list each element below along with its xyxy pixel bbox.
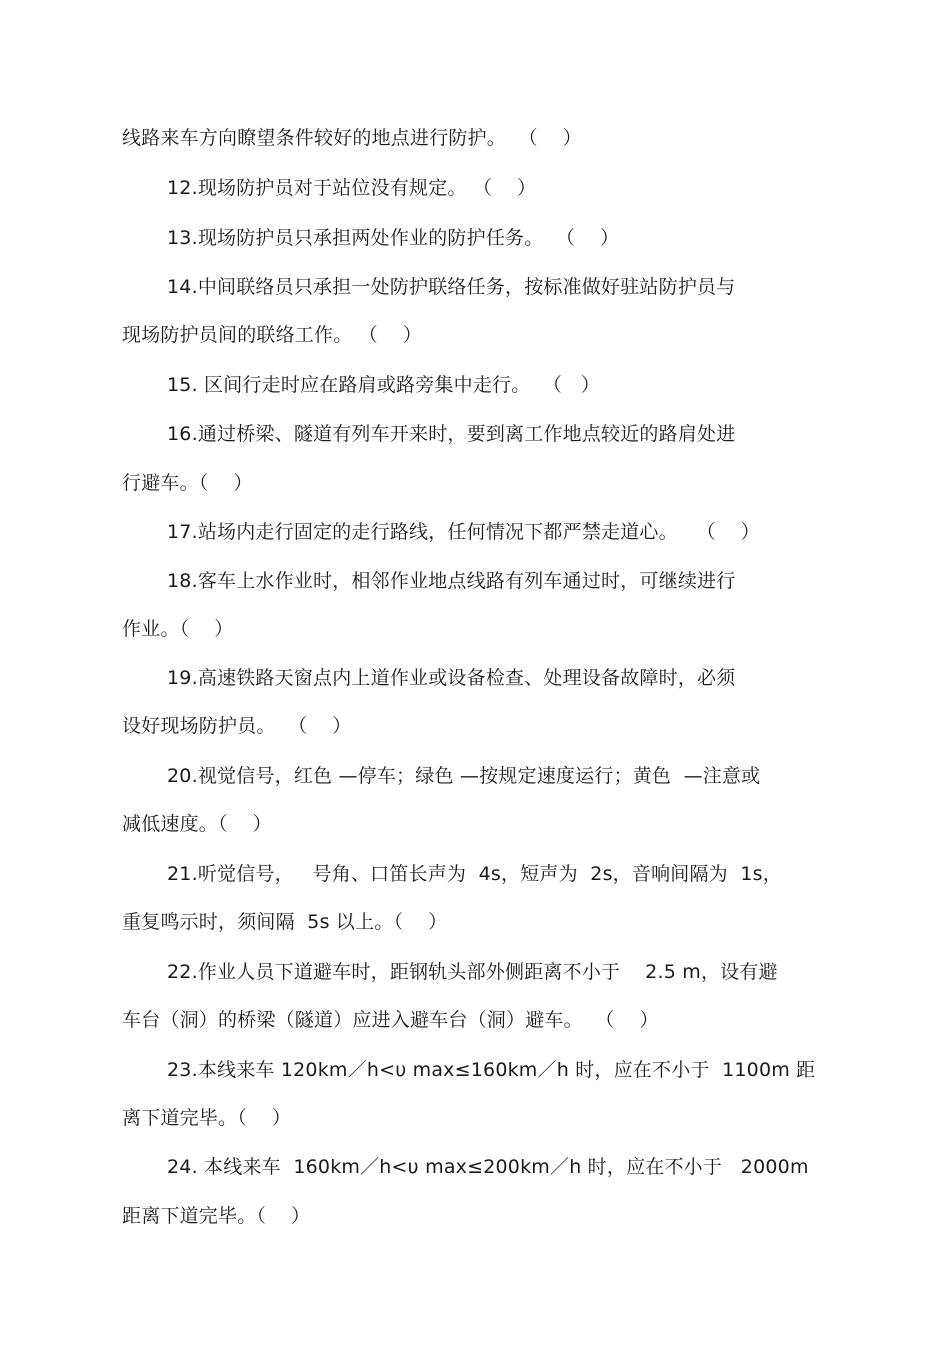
question-21-continued: 重复鸣示时，须间隔 5s 以上。（ ） [122, 911, 448, 933]
question-18-continued: 作业。（ ） [122, 618, 234, 640]
question-20: 20.视觉信号，红色 —停车；绿色 —按规定速度运行；黄色 —注意或 [167, 765, 761, 787]
text-line: 线路来车方向瞭望条件较好的地点进行防护。 （ ） [122, 127, 582, 149]
question-22-continued: 车台（洞）的桥梁（隧道）应进入避车台（洞）避车。 （ ） [122, 1009, 659, 1031]
question-12: 12.现场防护员对于站位没有规定。 （ ） [167, 177, 537, 199]
question-24-continued: 距离下道完毕。（ ） [122, 1205, 311, 1227]
question-19: 19.高速铁路天窗点内上道作业或设备检查、处理设备故障时，必须 [167, 667, 736, 689]
question-16-continued: 行避车。（ ） [122, 472, 253, 494]
question-19-continued: 设好现场防护员。 （ ） [122, 715, 352, 737]
question-16: 16.通过桥梁、隧道有列车开来时，要到离工作地点较近的路肩处进 [167, 423, 736, 445]
question-24: 24. 本线来车 160km／h<υ max≤200km／h 时，应在不小于 2000m [167, 1156, 809, 1178]
question-13: 13.现场防护员只承担两处作业的防护任务。 （ ） [167, 227, 620, 249]
question-21: 21.听觉信号， 号角、口笛长声为 4s，短声为 2s，音响间隔为 1s， [167, 863, 782, 885]
question-14-continued: 现场防护员间的联络工作。 （ ） [122, 324, 422, 346]
question-23-continued: 离下道完毕。（ ） [122, 1107, 292, 1129]
question-14: 14.中间联络员只承担一处防护联络任务，按标准做好驻站防护员与 [167, 276, 736, 298]
question-17: 17.站场内走行固定的走行路线，任何情况下都严禁走道心。 （ ） [167, 521, 760, 543]
question-23: 23.本线来车 120km／h<υ max≤160km／h 时，应在不小于 1100m 距 [167, 1059, 816, 1081]
question-20-continued: 减低速度。（ ） [122, 813, 272, 835]
question-22: 22.作业人员下道避车时，距钢轨头部外侧距离不小于 2.5 m，设有避 [167, 961, 778, 983]
question-18: 18.客车上水作业时，相邻作业地点线路有列车通过时，可继续进行 [167, 570, 736, 592]
question-15: 15. 区间行走时应在路肩或路旁集中走行。 （ ） [167, 374, 601, 396]
